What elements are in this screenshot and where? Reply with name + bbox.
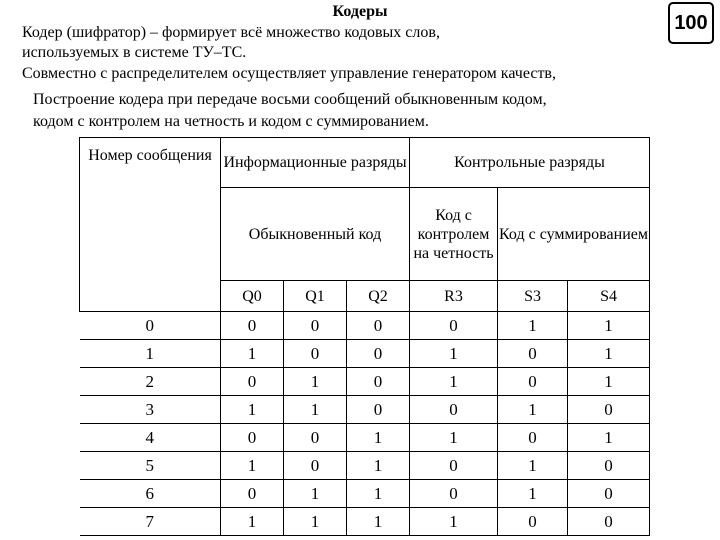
bit-cell: 1 xyxy=(347,424,410,452)
message-number-cell: 4 xyxy=(80,424,221,452)
bit-cell: 1 xyxy=(410,368,498,396)
bit-cell: 1 xyxy=(221,508,284,536)
bit-cell: 0 xyxy=(284,312,347,340)
table-row xyxy=(80,452,650,480)
column-header: Q2 xyxy=(347,281,410,312)
bit-cell: 0 xyxy=(498,368,568,396)
message-number-cell: 3 xyxy=(80,396,221,424)
bit-cell: 0 xyxy=(221,312,284,340)
table-row xyxy=(80,480,650,508)
message-number-cell: 7 xyxy=(80,508,221,536)
bit-cell: 0 xyxy=(284,452,347,480)
bit-cell: 1 xyxy=(221,340,284,368)
bit-cell: 0 xyxy=(498,340,568,368)
bit-cell: 1 xyxy=(221,452,284,480)
column-header: Q0 xyxy=(221,281,284,312)
bit-cell: 0 xyxy=(410,396,498,424)
table-row xyxy=(80,340,650,368)
bit-cell: 1 xyxy=(410,424,498,452)
column-header: Q1 xyxy=(284,281,347,312)
column-header: R3 xyxy=(410,281,498,312)
bit-cell: 1 xyxy=(498,312,568,340)
table-row xyxy=(80,396,650,424)
header-sum-code: Код с суммированием xyxy=(498,188,650,281)
column-header: S3 xyxy=(498,281,568,312)
bit-cell: 1 xyxy=(347,508,410,536)
bit-cell: 0 xyxy=(284,340,347,368)
bit-cell: 1 xyxy=(498,396,568,424)
subtitle-line: Построение кодера при передаче восьми сообщений обыкновенным кодом, xyxy=(33,91,547,108)
header-ordinary-code: Обыкновенный код xyxy=(221,188,410,281)
bit-cell: 0 xyxy=(410,312,498,340)
bit-cell: 1 xyxy=(284,508,347,536)
bit-cell: 0 xyxy=(284,424,347,452)
bit-cell: 0 xyxy=(498,424,568,452)
message-number-cell: 2 xyxy=(80,368,221,396)
bit-cell: 1 xyxy=(568,340,650,368)
header-info-bits: Информационные разряды xyxy=(221,138,410,188)
bit-cell: 0 xyxy=(347,396,410,424)
table-row xyxy=(80,424,650,452)
bit-cell: 0 xyxy=(347,312,410,340)
intro-line: используемых в системе ТУ–ТС. xyxy=(22,44,247,61)
bit-cell: 0 xyxy=(410,452,498,480)
bit-cell: 1 xyxy=(284,368,347,396)
message-number-cell: 1 xyxy=(80,340,221,368)
bit-cell: 0 xyxy=(498,508,568,536)
encoder-table xyxy=(79,137,650,536)
intro-line: Совместно с распределителем осуществляет управление генератором качеств, xyxy=(22,65,556,82)
bit-cell: 0 xyxy=(221,480,284,508)
bit-cell: 0 xyxy=(568,396,650,424)
column-header: S4 xyxy=(568,281,650,312)
bit-cell: 0 xyxy=(568,480,650,508)
header-parity-code: Код с контролем на четность xyxy=(410,188,498,281)
bit-cell: 1 xyxy=(347,480,410,508)
bit-cell: 1 xyxy=(284,480,347,508)
message-number-cell: 0 xyxy=(80,312,221,340)
bit-cell: 1 xyxy=(284,396,347,424)
subtitle-line: кодом с контролем на четность и кодом с суммированием. xyxy=(33,113,429,130)
header-message-number: Номер сообщения xyxy=(80,138,221,312)
bit-cell: 0 xyxy=(568,452,650,480)
bit-cell: 1 xyxy=(410,340,498,368)
bit-cell: 0 xyxy=(347,340,410,368)
bit-cell: 0 xyxy=(410,480,498,508)
bit-cell: 1 xyxy=(347,452,410,480)
page-number-badge: 100 xyxy=(668,2,714,44)
bit-cell: 0 xyxy=(568,508,650,536)
bit-cell: 0 xyxy=(221,368,284,396)
bit-cell: 1 xyxy=(568,368,650,396)
bit-cell: 1 xyxy=(568,424,650,452)
intro-line: Кодер (шифратор) – формирует всё множество кодовых слов, xyxy=(22,24,440,41)
message-number-cell: 5 xyxy=(80,452,221,480)
bit-cell: 1 xyxy=(568,312,650,340)
message-number-cell: 6 xyxy=(80,480,221,508)
bit-cell: 0 xyxy=(221,424,284,452)
page-title: Кодеры xyxy=(332,3,388,20)
table-row xyxy=(80,368,650,396)
table-row xyxy=(80,508,650,536)
bit-cell: 1 xyxy=(221,396,284,424)
bit-cell: 0 xyxy=(347,368,410,396)
bit-cell: 1 xyxy=(410,508,498,536)
bit-cell: 1 xyxy=(498,480,568,508)
header-control-bits: Контрольные разряды xyxy=(410,138,650,188)
bit-cell: 1 xyxy=(498,452,568,480)
table-row xyxy=(80,312,650,340)
